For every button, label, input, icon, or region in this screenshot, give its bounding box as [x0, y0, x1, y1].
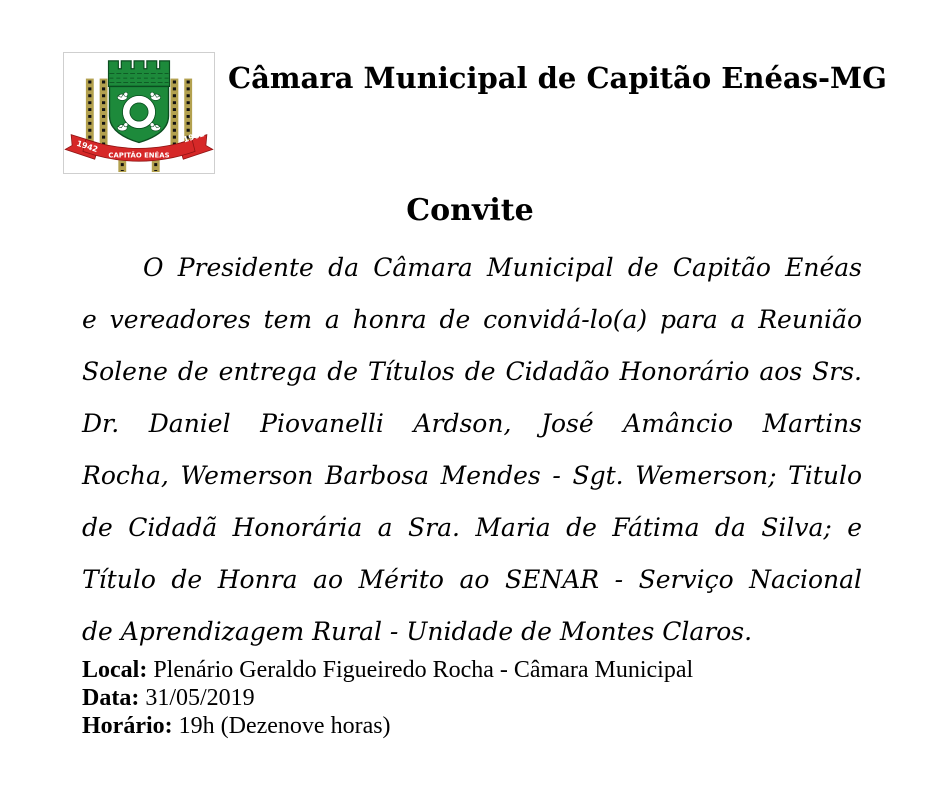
shield-icon — [109, 86, 168, 142]
detail-value: Plenário Geraldo Figueiredo Rocha - Câmara Municipal — [153, 657, 694, 683]
invite-line: de Aprendizagem Rural - Unidade de Montes Claros. — [82, 617, 753, 646]
detail-label: Local: — [82, 657, 148, 683]
ribbon-right-year: 1962 — [182, 129, 206, 145]
crown-icon — [109, 61, 170, 87]
detail-value: 31/05/2019 — [145, 685, 255, 711]
detail-label: Horário: — [82, 713, 173, 739]
ribbon-name: CAPITÃO ENÉAS — [108, 151, 170, 160]
detail-value: 19h (Dezenove horas) — [178, 713, 391, 739]
crest-svg — [64, 53, 214, 173]
invite-line: Título de Honra ao Mérito ao SENAR - Serviço Nacional — [82, 565, 862, 594]
event-details — [82, 656, 693, 740]
detail-row-horario — [82, 712, 693, 740]
detail-row-local — [82, 656, 693, 684]
invite-line: Rocha, Wemerson Barbosa Mendes - Sgt. Wemerson; Titulo — [82, 461, 862, 490]
invite-line: Solene de entrega de Títulos de Cidadão Honorário aos Srs. — [82, 357, 862, 386]
invite-line: O Presidente da Câmara Municipal de Capitão Enéas — [143, 253, 862, 282]
invite-body — [82, 242, 862, 658]
invite-heading: Convite — [406, 193, 534, 228]
detail-row-data — [82, 684, 693, 712]
detail-label: Data: — [82, 685, 140, 711]
invite-line: de Cidadã Honorária a Sra. Maria de Fátima da Silva; e — [82, 513, 862, 542]
page-title: Câmara Municipal de Capitão Enéas-MG — [228, 61, 887, 95]
invite-line: Dr. Daniel Piovanelli Ardson, José Amâncio Martins — [82, 409, 862, 438]
invite-line: e vereadores tem a honra de convidá-lo(a) para a Reunião — [82, 305, 862, 334]
ribbon-left-year: 1942 — [75, 138, 100, 155]
municipal-crest-logo — [63, 52, 215, 174]
